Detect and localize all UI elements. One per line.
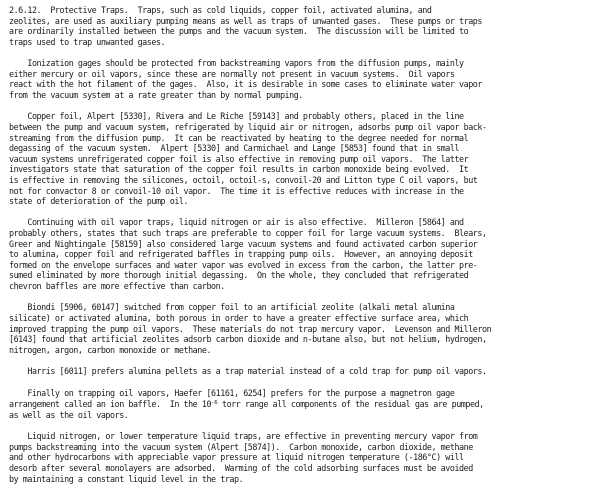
- text-line: Copper foil, Alpert [5330], Rivera and Le Riche [59143] and probably others, placed in the line: [9, 111, 464, 122]
- liquid-nitrogen-paragraph: [9, 431, 584, 484]
- ion-baffle-paragraph: [9, 388, 584, 421]
- text-line: Liquid nitrogen, or lower temperature liquid traps, are effective in preventing mercury vapor from: [9, 431, 478, 442]
- oil-vapor-traps-paragraph: [9, 217, 584, 291]
- text-line: between the pump and vacuum system, refrigerated by liquid air or nitrogen, adsorbs pump oil vapor back-: [9, 121, 487, 132]
- text-line: Greer and Nightingale [58159] also considered large vacuum systems and found activated carbon superior: [9, 238, 478, 249]
- ionization-gages-paragraph: [9, 58, 584, 100]
- text-line: improved trapping the pump oil vapors. These materials do not trap mercury vapor. Levenson and Milleron: [9, 323, 492, 334]
- section-intro-paragraph: [9, 5, 584, 47]
- text-line: zeolites, are used as auxiliary pumping means as well as traps of unwanted gases. These pumps or traps: [9, 15, 482, 26]
- copper-foil-paragraph: [9, 111, 584, 206]
- exponent-superscript: -6: [211, 400, 218, 407]
- text-line: 2.6.12. Protective Traps. Traps, such as cold liquids, copper foil, activated alumina, and: [9, 5, 432, 15]
- text-line: streaming from the diffusion pump. It can be reactivated by heating to the degree needed for normal: [9, 132, 469, 143]
- text-line: Continuing with oil vapor traps, liquid nitrogen or air is also effective. Milleron [5864] and: [9, 217, 464, 228]
- text-line: desorb after several monolayers are adsorbed. Warming of the cold adsorbing surfaces must be avoided: [9, 462, 473, 473]
- text-line: Biondi [5906, 60147] switched from copper foil to an artificial zeolite (alkali metal alumina: [9, 302, 455, 313]
- text-line: vacuum systems unrefrigerated copper foil is also effective in removing pump oil vapors. The latter: [9, 153, 469, 164]
- text-line: nitrogen, argon, carbon monoxide or methane.: [9, 344, 212, 355]
- text-line: silicate) or activated alumina, both porous in order to have a greater effective surface area, which: [9, 313, 469, 324]
- zeolite-paragraph: [9, 302, 584, 355]
- text-line: probably others, states that such traps are preferable to copper foil for large vacuum systems. Blears,: [9, 228, 487, 239]
- alumina-pellets-paragraph: [9, 366, 584, 377]
- text-line: not for convactor 8 or convoil-10 oil vapor. The time it is effective reduces with increase in the: [9, 185, 464, 196]
- text-line: react with the hot filament of the gages. Also, it is desirable in some cases to eliminate water vapor: [9, 79, 482, 90]
- text-line: investigators state that saturation of the copper foil results in carbon monoxide being evolved. It: [9, 164, 469, 175]
- text-line: by maintaining a constant liquid level in the trap.: [9, 473, 244, 484]
- text-line: is effective in removing the silicones, octoil, octoil-s, convoil-20 and Litton type C oil vapors, but: [9, 174, 478, 185]
- text-line: degassing of the vacuum system. Alpert [5330] and Carmichael and Lange [5853] found that in small: [9, 143, 460, 154]
- text-line: traps used to trap unwanted gases.: [9, 36, 166, 47]
- text-line: chevron baffles are more effective than carbon.: [9, 281, 225, 292]
- text-line: formed on the envelope surfaces and water vapor was evolved in excess from the carbon, the latter pre-: [9, 259, 478, 270]
- text-line: as well as the oil vapors.: [9, 409, 129, 420]
- text-line: arrangement called an ion baffle. In the 10: [9, 399, 212, 410]
- text-line: to alumina, copper foil and refrigerated baffles in trapping pump oils. However, an annoying deposit: [9, 249, 473, 260]
- text-line: and other hydrocarbons with appreciable vapor pressure at liquid nitrogen temperature (-186°C) will: [9, 452, 464, 463]
- text-line: from the vacuum system at a rate greater than by normal pumping.: [9, 89, 303, 100]
- text-line: are ordinarily installed between the pumps and the vacuum system. The discussion will be limited to: [9, 26, 469, 37]
- text-line-continuation: torr range all components of the residual gas are pumped,: [217, 399, 484, 410]
- text-line: sumed eliminated by more thorough initial degassing. On the whole, they concluded that refrigerated: [9, 270, 469, 281]
- text-line: Finally on trapping oil vapors, Haefer [61161, 6254] prefers for the purpose a magnetron gage: [9, 387, 455, 398]
- text-line: Harris [6011] prefers alumina pellets as a trap material instead of a cold trap for pump oil vapors.: [9, 366, 487, 377]
- text-line: Ionization gages should be protected from backstreaming vapors from the diffusion pumps, mainly: [9, 58, 464, 69]
- text-line: [6143] found that artificial zeolites adsorb carbon dioxide and n-butane also, but not helium, hydrogen,: [9, 334, 487, 345]
- text-line: either mercury or oil vapors, since these are normally not present in vacuum systems. Oil vapors: [9, 68, 455, 79]
- text-line: state of deterioration of the pump oil.: [9, 196, 189, 207]
- text-line: pumps backstreaming into the vacuum system (Alpert [5874]). Carbon monoxide, carbon dioxide, methane: [9, 441, 473, 452]
